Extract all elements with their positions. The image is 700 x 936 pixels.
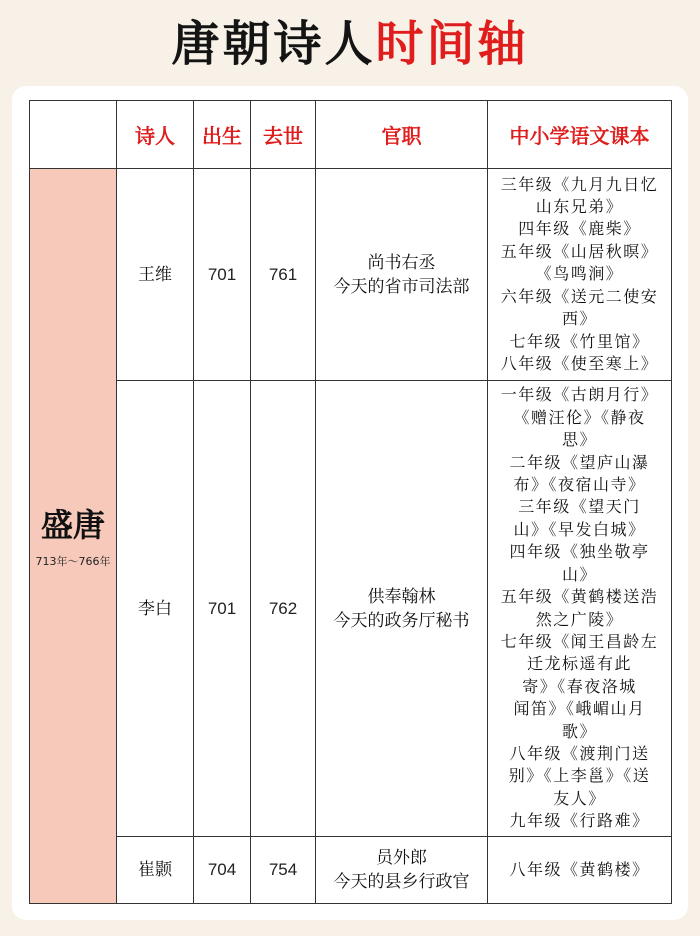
- page-title: [0, 8, 700, 80]
- office-title: 尚书右丞: [367, 252, 436, 273]
- office-modern: 今天的县乡行政官: [333, 872, 470, 892]
- textbook-line: 四年级《鹿柴》: [518, 219, 641, 239]
- textbook-line: 六年级《送元二使安: [500, 286, 659, 306]
- textbook-line: 山》《早发白城》: [513, 519, 646, 539]
- textbook-line: 七年级《闻王昌龄左: [500, 631, 659, 651]
- office-cell: [316, 381, 488, 837]
- death-year: 754: [251, 837, 316, 904]
- textbook-cell: [488, 381, 672, 837]
- header-office: 官职: [316, 101, 488, 169]
- office-modern: 今天的省市司法部: [333, 276, 470, 297]
- textbook-line: 八年级《使至寒上》: [500, 353, 659, 373]
- textbook-line: 西》: [561, 309, 597, 329]
- birth-year: 701: [194, 169, 251, 381]
- poet-name: 崔颢: [117, 837, 194, 904]
- textbook-line: 二年级《望庐山瀑: [509, 452, 650, 472]
- textbook-line: 山》: [561, 564, 597, 584]
- header-death: 去世: [251, 101, 316, 169]
- textbook-line: 思》: [561, 430, 597, 450]
- textbook-line: 三年级《望天门: [518, 497, 641, 517]
- textbook-line: 八年级《渡荆门送: [509, 743, 650, 763]
- textbook-line: 闻笛》《峨嵋山月: [513, 699, 646, 719]
- textbook-line: 《赠汪伦》《静夜: [513, 407, 646, 427]
- era-cell: [30, 169, 117, 904]
- header-birth: 出生: [194, 101, 251, 169]
- table-row: [30, 381, 672, 837]
- textbook-line: 五年级《黄鹤楼送浩: [500, 587, 659, 607]
- death-year: 761: [251, 169, 316, 381]
- poet-timeline-table: [29, 100, 672, 904]
- textbook-line: 三年级《九月九日忆: [500, 174, 659, 194]
- office-modern: 今天的政务厅秘书: [333, 610, 470, 631]
- birth-year: 704: [194, 837, 251, 904]
- era-years: 713年～766年: [35, 555, 111, 568]
- textbook-line: 四年级《独坐敬亭: [509, 542, 650, 562]
- textbook-line: 山东兄弟》: [535, 197, 624, 217]
- textbook-line: 八年级《黄鹤楼》: [509, 859, 650, 879]
- textbook-line: 然之广陵》: [535, 609, 624, 629]
- textbook-line: 七年级《竹里馆》: [509, 331, 650, 351]
- header-textbook: 中小学语文课本: [488, 101, 672, 169]
- textbook-line: 友人》: [553, 788, 606, 808]
- header-poet: 诗人: [117, 101, 194, 169]
- textbook-line: 迁龙标遥有此: [526, 654, 632, 674]
- office-title: 员外郎: [376, 848, 427, 868]
- office-cell: [316, 169, 488, 381]
- textbook-line: 别》《上李邕》《送: [508, 766, 651, 786]
- textbook-line: 《鸟鸣涧》: [535, 264, 624, 284]
- office-title: 供奉翰林: [367, 586, 436, 607]
- textbook-line: 一年级《古朗月行》: [500, 385, 659, 405]
- header-row: [30, 101, 672, 169]
- textbook-line: 布》《夜宿山寺》: [513, 475, 646, 495]
- birth-year: 701: [194, 381, 251, 837]
- textbook-line: 歌》: [561, 721, 597, 741]
- textbook-line: 九年级《行路难》: [509, 811, 650, 831]
- table-row: [30, 169, 672, 381]
- era-name: 盛唐: [40, 506, 105, 544]
- textbook-line: 寄》《春夜洛城: [522, 676, 637, 696]
- textbook-line: 五年级《山居秋暝》: [500, 241, 659, 261]
- textbook-cell: [488, 169, 672, 381]
- death-year: 762: [251, 381, 316, 837]
- header-blank: [30, 101, 117, 169]
- textbook-cell: [488, 837, 672, 904]
- title-black-part: 唐朝诗人: [171, 16, 376, 72]
- poet-name: 王维: [117, 169, 194, 381]
- poet-name: 李白: [117, 381, 194, 837]
- table-row: [30, 837, 672, 904]
- title-red-part: 时间轴: [375, 16, 529, 72]
- office-cell: [316, 837, 488, 904]
